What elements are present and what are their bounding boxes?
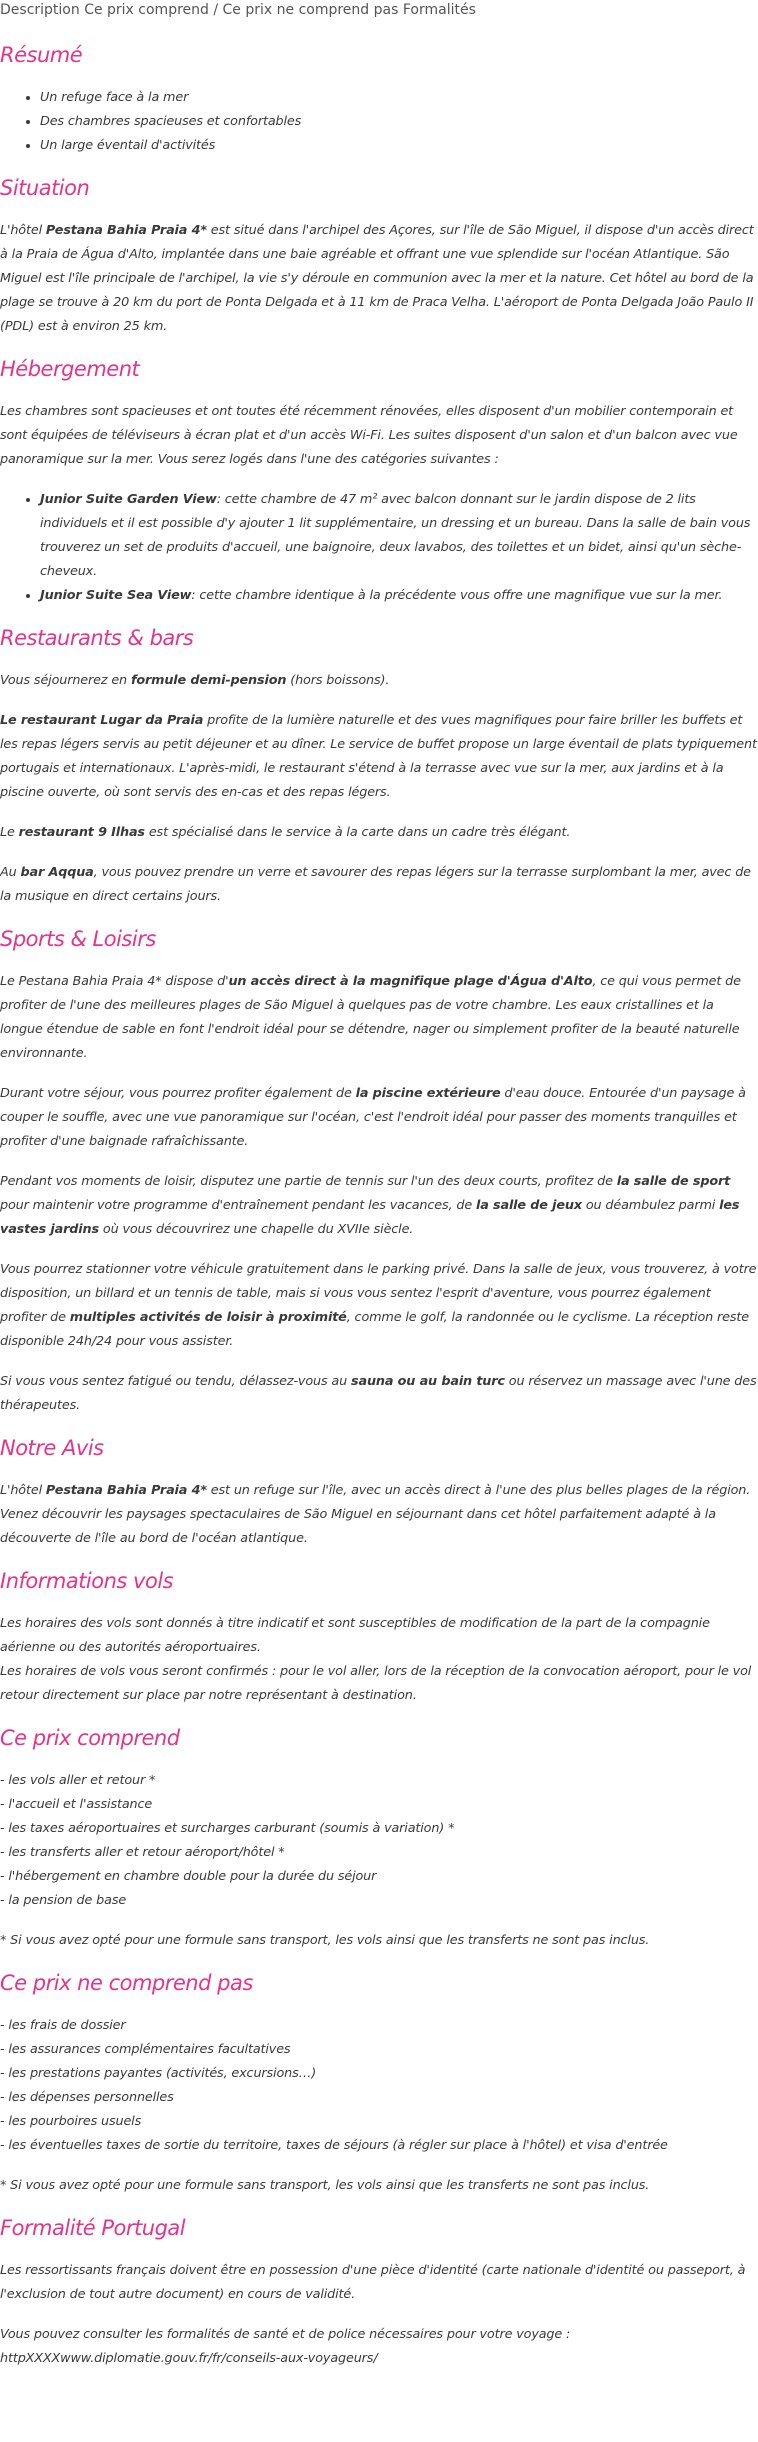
list-item: - les dépenses personnelles	[0, 2090, 174, 2105]
restaurants-text-4	[0, 861, 758, 909]
text-bold: la salle de jeux	[475, 1198, 582, 1213]
sports-text-4	[0, 1258, 758, 1354]
ne-comprend-note: * Si vous avez opté pour une formule sans transport, les vols ainsi que les transferts ne sont pas inclus.	[0, 2178, 650, 2193]
resume-list	[0, 86, 758, 158]
room-name: Junior Suite Garden View	[40, 492, 217, 507]
text-run: où vous découvrirez une chapelle du XVIIe siècle.	[98, 1222, 414, 1237]
comprend-note: * Si vous avez opté pour une formule sans transport, les vols ainsi que les transferts ne sont pas inclus.	[0, 1933, 650, 1948]
list-item: • Un refuge face à la mer	[40, 86, 758, 110]
breadcrumb	[0, 0, 758, 20]
text-run: L'hôtel	[0, 1483, 46, 1498]
room-list	[0, 488, 758, 608]
section-title-ne-comprend: Ce prix ne comprend pas	[0, 1971, 253, 1995]
list-item: - les transferts aller et retour aéroport/hôtel *	[0, 1845, 285, 1860]
text-run: Vous séjournerez en	[0, 673, 131, 688]
text-run: Vous pourrez stationner votre véhicule gratuitement dans le parking privé. Dans la salle de jeux, vous trouverez, à votre disposition, un billard et un tennis de table, mais si vous vous sentez l'esprit d'aventure, vous pourrez également profiter de	[0, 1262, 757, 1325]
comprend-list	[0, 1769, 758, 1913]
text-bold: restaurant 9 Ilhas	[18, 825, 145, 840]
list-item: - les assurances complémentaires facultatives	[0, 2042, 291, 2057]
text-bold: formule demi-pension	[130, 673, 287, 688]
list-item: - les vols aller et retour *	[0, 1773, 156, 1788]
text-run: L'hôtel	[0, 223, 46, 238]
list-item: - l'accueil et l'assistance	[0, 1797, 153, 1812]
list-item: - les éventuelles taxes de sortie du territoire, taxes de séjours (à régler sur place à l'hôtel) et visa d'entrée	[0, 2138, 668, 2153]
restaurants-text-1	[0, 669, 758, 693]
text-run: Pendant vos moments de loisir, disputez une partie de tennis sur l'un des deux courts, profitez de	[0, 1174, 617, 1189]
text-run: Si vous vous sentez fatigué ou tendu, délassez-vous au	[0, 1374, 351, 1389]
list-item: - les pourboires usuels	[0, 2114, 142, 2129]
formalite-link[interactable]: httpXXXXwww.diplomatie.gouv.fr/fr/conseils-aux-voyageurs/	[0, 2351, 378, 2366]
text-run: Le	[0, 825, 19, 840]
section-title-restaurants: Restaurants & bars	[0, 626, 194, 650]
hotel-name: Pestana Bahia Praia 4*	[45, 1483, 207, 1498]
section-title-resume: Résumé	[0, 43, 83, 67]
hotel-name: Pestana Bahia Praia 4*	[45, 223, 207, 238]
text-run: , ce qui vous permet de profiter de l'une des meilleures plages de São Miguel à quelques pas de votre chambre. Les eaux cristallines et la longue étendue de sable en font l'endroit idéal pour se détendre, nager ou simplement profiter de la beauté naturelle environnante.	[0, 974, 741, 1061]
text-run: profite de la lumière naturelle et des vues magnifiques pour faire briller les buffets et les repas légers servis au petit déjeuner et au dîner. Le service de buffet propose un large éventail de plats typiquement portugais et internationaux. L'après-midi, le restaurant s'étend à la terrasse avec vue sur la mer, aux jardins et à la piscine ouverte, où sont servis des en-cas et des repas légers.	[0, 713, 757, 800]
sports-text-3	[0, 1170, 758, 1242]
list-item: • Des chambres spacieuses et confortables	[40, 110, 758, 134]
text-bold: la salle de sport	[616, 1174, 731, 1189]
room-name: Junior Suite Sea View	[40, 588, 192, 603]
section-title-vols: Informations vols	[0, 1569, 174, 1593]
tab-formalites[interactable]: Formalités	[402, 2, 476, 18]
text-run: ou déambulez parmi	[581, 1198, 720, 1213]
text-run: ou réservez un massage avec l'une des thérapeutes.	[0, 1374, 757, 1413]
list-item: - les taxes aéroportuaires et surcharges carburant (soumis à variation) *	[0, 1821, 455, 1836]
list-item: - la pension de base	[0, 1893, 127, 1908]
room-description: : cette chambre identique à la précédente vous offre une magnifique vue sur la mer.	[191, 588, 723, 603]
text-run: (hors boissons).	[286, 673, 390, 688]
formalite-text-2: Vous pouvez consulter les formalités de santé et de police nécessaires pour votre voyage :	[0, 2327, 571, 2342]
text-bold: la piscine extérieure	[355, 1086, 501, 1101]
room-description: : cette chambre de 47 m² avec balcon donnant sur le jardin dispose de 2 lits individuels et il est possible d'y ajouter 1 lit supplémentaire, un dressing et un bureau. Dans la salle de bain vous trouverez un set de produits d'accueil, une baignoire, deux lavabos, des toilettes et un bidet, ainsi qu'un sèche-cheveux.	[40, 492, 751, 579]
section-title-avis: Notre Avis	[0, 1436, 104, 1460]
room-item	[40, 584, 758, 608]
room-item	[40, 488, 758, 584]
sports-text-2	[0, 1082, 758, 1154]
section-title-formalite: Formalité Portugal	[0, 2216, 186, 2240]
text-run: est situé dans l'archipel des Açores, sur l'île de São Miguel, il dispose d'un accès direct à la Praia de Água d'Alto, implantée dans une baie agréable et offrant une vue splendide sur l'océan Atlantique. São Miguel est l'île principale de l'archipel, la vie s'y déroule en communion avec la mer et la nature. Cet hôtel au bord de la plage se trouve à 20 km du port de Ponta Delgada et à 11 km de Praca Velha. L'aéroport de Ponta Delgada João Paulo II (PDL) est à environ 25 km.	[0, 223, 754, 334]
vols-text-2: Les horaires de vols vous seront confirmés : pour le vol aller, lors de la réception de la convocation aéroport, pour le vol retour directement sur place par notre représentant à destination.	[0, 1664, 752, 1703]
sports-text-1	[0, 970, 758, 1066]
list-item: • Un large éventail d'activités	[40, 134, 758, 158]
restaurants-text-2	[0, 709, 758, 805]
avis-text	[0, 1479, 758, 1551]
section-title-comprend: Ce prix comprend	[0, 1726, 180, 1750]
section-title-hebergement: Hébergement	[0, 357, 140, 381]
text-bold: sauna ou au bain turc	[351, 1374, 505, 1389]
text-bold: bar Aqqua	[20, 865, 94, 880]
text-bold: un accès direct à la magnifique plage d'Água d'Alto	[228, 974, 593, 989]
vols-text-1: Les horaires des vols sont donnés à titre indicatif et sont susceptibles de modification de la part de la compagnie aérienne ou des autorités aéroportuaires.	[0, 1616, 710, 1655]
text-run: , vous pouvez prendre un verre et savourer des repas légers sur la terrasse surplombant la mer, avec de la musique en direct certains jours.	[0, 865, 751, 904]
restaurants-text-3	[0, 821, 758, 845]
text-run: est spécialisé dans le service à la carte dans un cadre très élégant.	[144, 825, 571, 840]
text-bold: Le restaurant Lugar da Praia	[0, 713, 204, 728]
text-bold: les vastes jardins	[0, 1198, 740, 1237]
section-title-sports: Sports & Loisirs	[0, 927, 156, 951]
tab-description[interactable]: Description	[0, 2, 80, 18]
list-item: - les prestations payantes (activités, excursions…)	[0, 2066, 317, 2081]
situation-text	[0, 219, 758, 339]
list-item: - les frais de dossier	[0, 2018, 126, 2033]
text-run: Au	[0, 865, 21, 880]
text-run: Le Pestana Bahia Praia 4* dispose d'	[0, 974, 229, 989]
text-run: , comme le golf, la randonnée ou le cyclisme. La réception reste disponible 24h/24 pour vous assister.	[0, 1310, 749, 1349]
section-title-situation: Situation	[0, 176, 90, 200]
sports-text-5	[0, 1370, 758, 1418]
text-run: Durant votre séjour, vous pourrez profiter également de	[0, 1086, 356, 1101]
text-bold: multiples activités de loisir à proximité	[69, 1310, 347, 1325]
formalite-text-1: Les ressortissants français doivent être en possession d'une pièce d'identité (carte nationale d'identité ou passeport, à l'exclusion de tout autre document) en cours de validité.	[0, 2263, 746, 2302]
list-item: - l'hébergement en chambre double pour la durée du séjour	[0, 1869, 377, 1884]
ne-comprend-list	[0, 2014, 758, 2158]
text-run: d'eau douce. Entourée d'un paysage à couper le souffle, avec une vue panoramique sur l'océan, c'est l'endroit idéal pour passer des moments tranquilles et profiter d'une baignade rafraîchissante.	[0, 1086, 746, 1149]
hebergement-text: Les chambres sont spacieuses et ont toutes été récemment rénovées, elles disposent d'un mobilier contemporain et sont équipées de téléviseurs à écran plat et d'un accès Wi-Fi. Les suites disposent d'un salon et d'un balcon avec vue panoramique sur la mer. Vous serez logés dans l'une des catégories suivantes :	[0, 404, 738, 467]
text-run: est un refuge sur l'île, avec un accès direct à l'une des plus belles plages de la région. Venez découvrir les paysages spectaculaires de São Miguel en séjournant dans cet hôtel parfaitement adapté à la découverte de l'île au bord de l'océan atlantique.	[0, 1483, 751, 1546]
tab-prix[interactable]: Ce prix comprend / Ce prix ne comprend pas	[84, 2, 399, 18]
text-run: pour maintenir votre programme d'entraînement pendant les vacances, de	[0, 1198, 476, 1213]
